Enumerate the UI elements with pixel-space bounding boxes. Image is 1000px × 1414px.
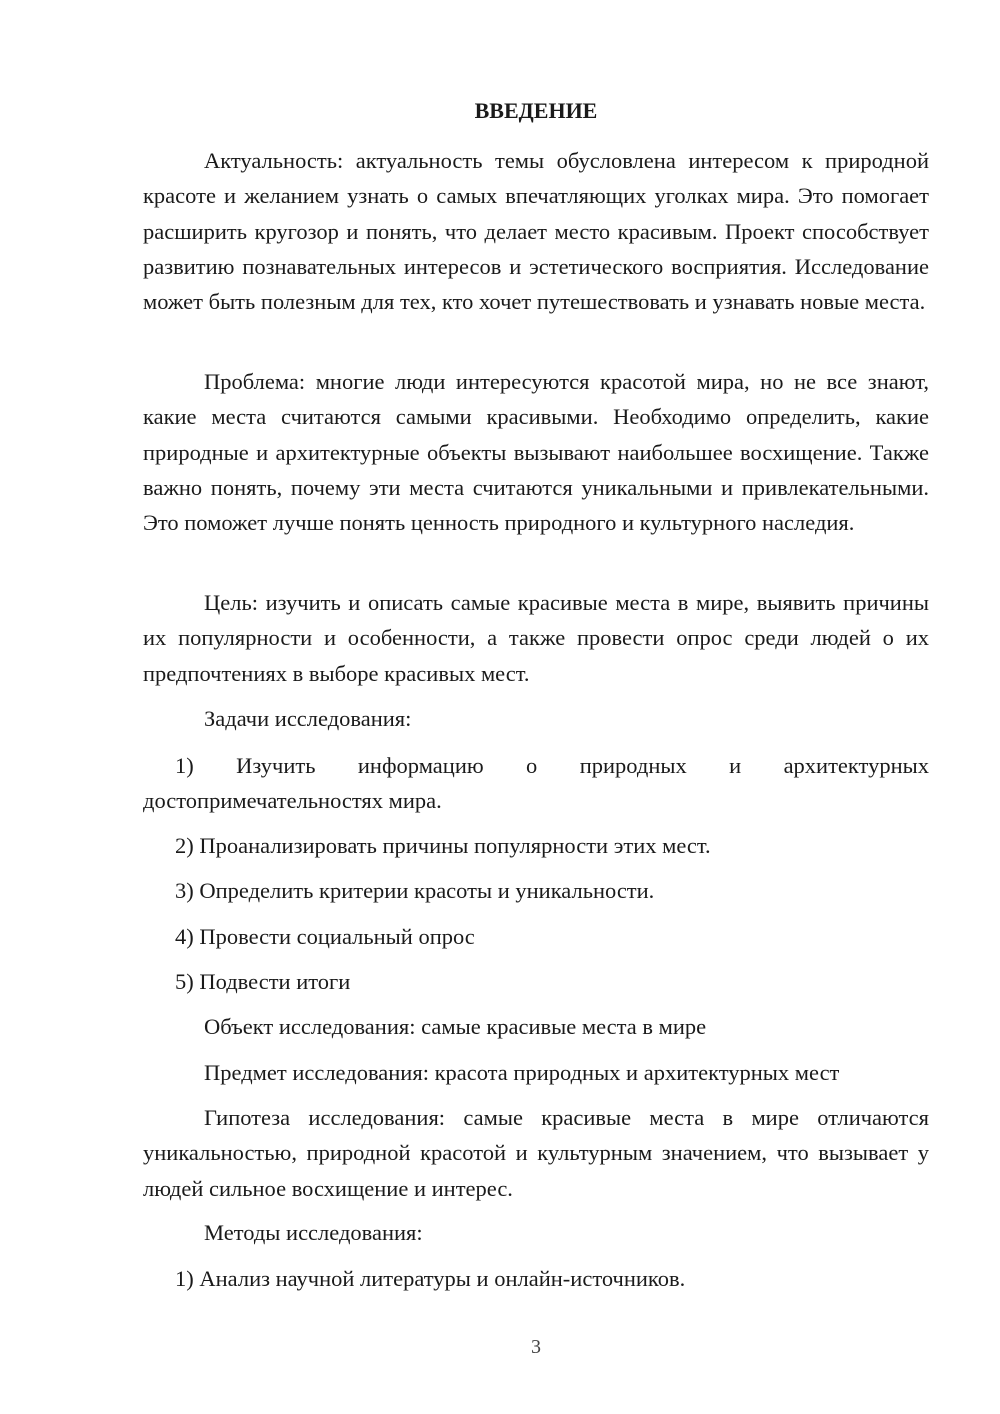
relevance-paragraph: Актуальность: актуальность темы обусловлена интересом к природной красоте и желанием узнать о самых впечатляющих уголках мира. Это помогает расширить кругозор и понять, что делает место красивым. Проект способствует развитию познавательных интересов и эстетического восприятия. Исследование может быть полезным для тех, кто хочет путешествовать и узнавать новые места. bbox=[143, 148, 929, 315]
task-item-2: 2) Проанализировать причины популярности этих мест. bbox=[175, 833, 711, 858]
hypothesis-paragraph: Гипотеза исследования: самые красивые места в мире отличаются уникальностью, природной красотой и культурным значением, что вызывает у людей сильное восхищение и интерес. bbox=[143, 1105, 929, 1201]
task-item-1: 1) Изучить информацию о природных и архитектурных достопримечательностях мира. bbox=[143, 753, 929, 814]
methods-heading: Методы исследования: bbox=[204, 1220, 423, 1245]
object-paragraph: Объект исследования: самые красивые места в мире bbox=[204, 1014, 707, 1039]
task-item-5: 5) Подвести итоги bbox=[175, 969, 351, 994]
page-number: 3 bbox=[531, 1336, 541, 1358]
problem-paragraph: Проблема: многие люди интересуются красотой мира, но не все знают, какие места считаются самыми красивыми. Необходимо определить, какие природные и архитектурные объекты вызывают наибольшее восхищение. Также важно понять, почему эти места считаются уникальными и привлекательными. Это поможет лучше понять ценность природного и культурного наследия. bbox=[143, 369, 929, 536]
task-item-4: 4) Провести социальный опрос bbox=[175, 924, 475, 949]
method-item-1: 1) Анализ научной литературы и онлайн-источников. bbox=[175, 1266, 686, 1291]
subject-paragraph: Предмет исследования: красота природных и архитектурных мест bbox=[204, 1060, 840, 1085]
tasks-heading: Задачи исследования: bbox=[204, 706, 412, 731]
goal-paragraph: Цель: изучить и описать самые красивые места в мире, выявить причины их популярности и особенности, а также провести опрос среди людей о их предпочтениях в выборе красивых мест. bbox=[143, 590, 929, 686]
task-item-3: 3) Определить критерии красоты и уникальности. bbox=[175, 878, 655, 903]
page-title: ВВЕДЕНИЕ bbox=[474, 98, 598, 123]
